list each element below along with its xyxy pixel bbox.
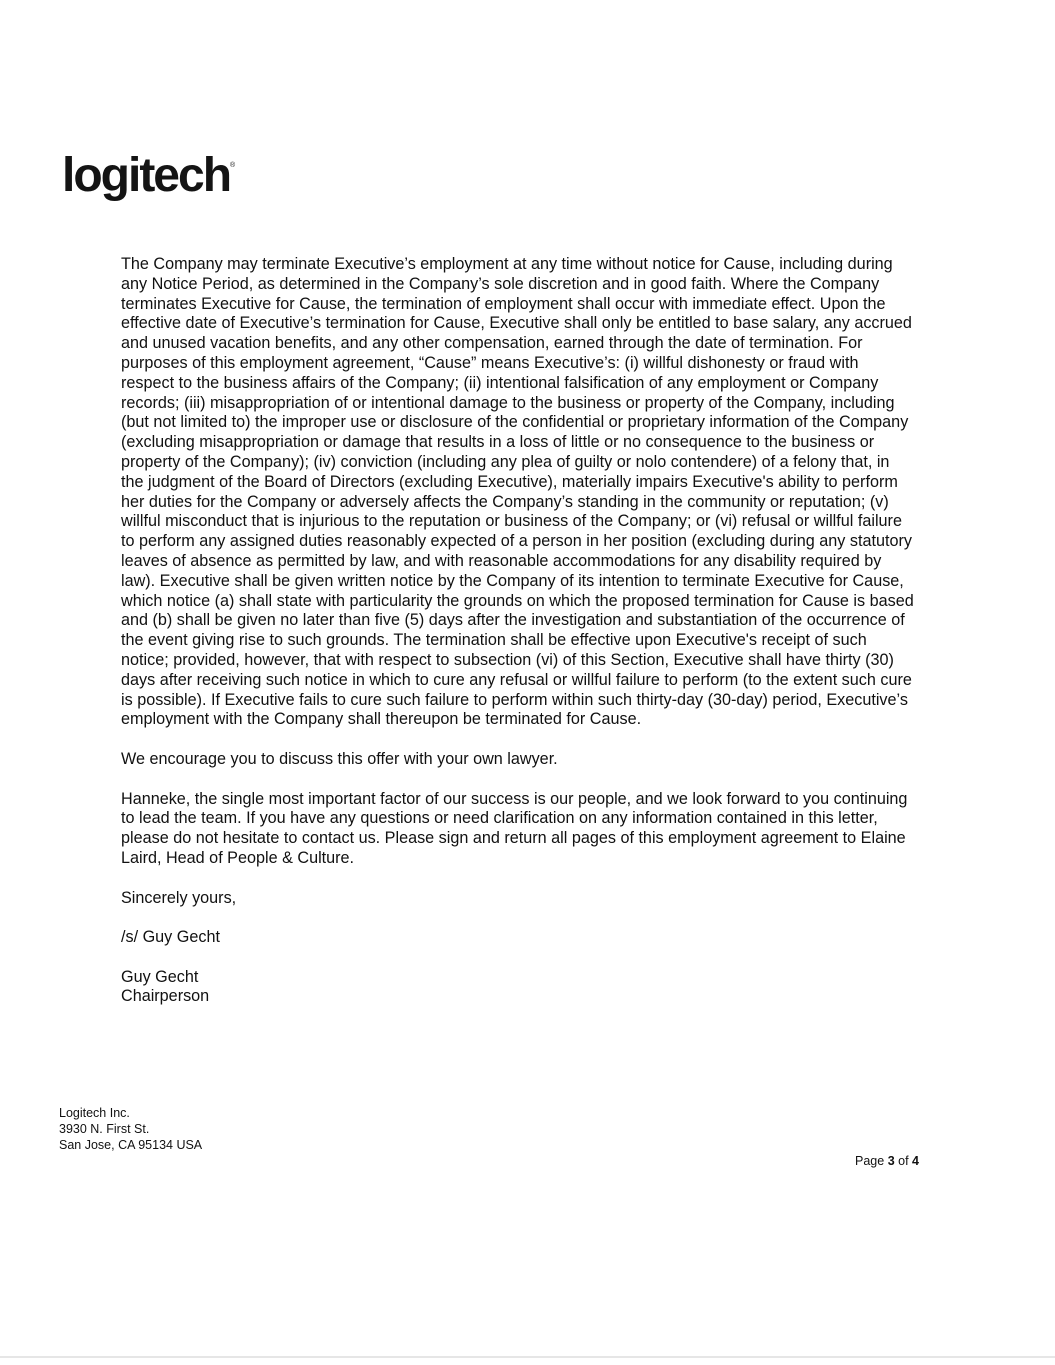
cause-line: The Company may terminate Executive’s employment at any time without notice for Cause, including during bbox=[121, 255, 893, 273]
page-label: Page bbox=[855, 1154, 885, 1168]
cause-line: is possible). If Executive fails to cure such failure to perform within such thirty-day (30-day) period, Executive’s bbox=[121, 690, 908, 709]
salutation: Sincerely yours, bbox=[121, 888, 237, 907]
page-total: 4 bbox=[912, 1154, 919, 1168]
closing-line: Laird, Head of People & Culture. bbox=[121, 848, 355, 867]
closing-line: to lead the team. If you have any questions or need clarification on any information contained in this letter, bbox=[121, 809, 878, 828]
signature-block bbox=[121, 889, 971, 1008]
cause-line: respect to the business affairs of the Company; (ii) intentional falsification of any employment or Company bbox=[121, 373, 879, 392]
cause-line: her duties for the Company or adversely affects the Company’s standing in the community or reputation; (v) bbox=[121, 492, 889, 511]
signer-title: Chairperson bbox=[121, 987, 210, 1006]
cause-line: any Notice Period, as determined in the Company’s sole discretion and in good faith. Where the Company bbox=[121, 274, 880, 293]
cause-paragraph bbox=[121, 255, 971, 730]
page-number bbox=[855, 1154, 919, 1168]
page-of: of bbox=[898, 1154, 909, 1168]
page-edge-divider bbox=[0, 1356, 1055, 1358]
cause-line: to perform any assigned duties reasonably expected of a person in her position (excluding during any statutory bbox=[121, 532, 912, 551]
closing-line: please do not hesitate to contact us. Please sign and return all pages of this employment agreement to Elaine bbox=[121, 829, 906, 848]
signer bbox=[121, 968, 971, 1008]
logo-text: logitech bbox=[62, 149, 231, 202]
address-city: San Jose, CA 95134 USA bbox=[59, 1138, 203, 1152]
cause-line: which notice (a) shall state with particularity the grounds on which the proposed termination for Cause is based bbox=[121, 591, 914, 610]
lawyer-paragraph: We encourage you to discuss this offer with your own lawyer. bbox=[121, 749, 558, 768]
company-address bbox=[59, 1105, 202, 1153]
cause-line: law). Executive shall be given written notice by the Company of its intention to terminate Executive for Cause, bbox=[121, 571, 904, 590]
cause-line: (but not limited to) the improper use or disclosure of the confidential or proprietary information of the Company bbox=[121, 413, 909, 432]
closing-paragraph bbox=[121, 790, 971, 869]
letter-body bbox=[121, 255, 971, 1027]
cause-line: the judgment of the Board of Directors (excluding Executive), materially impairs Executive's ability to perform bbox=[121, 472, 898, 491]
cause-line: the event giving rise to such grounds. The termination shall be effective upon Executive's receipt of such bbox=[121, 631, 867, 650]
registered-mark: ® bbox=[230, 162, 236, 169]
cause-line: days after receiving such notice in which to cure any refusal or willful failure to perform (to the extent such cure bbox=[121, 670, 912, 689]
cause-line: terminates Executive for Cause, the termination of employment shall occur with immediate effect. Upon the bbox=[121, 294, 886, 313]
cause-line: effective date of Executive’s termination for Cause, Executive shall only be entitled to base salary, any accrued bbox=[121, 314, 912, 333]
cause-line: records; (iii) misappropriation of or intentional damage to the business or property of the Company, including bbox=[121, 393, 895, 412]
closing-line: Hanneke, the single most important factor of our success is our people, and we look forward to you continuing bbox=[121, 789, 908, 808]
cause-line: property of the Company); (iv) conviction (including any plea of guilty or nolo contendere) of a felony that, in bbox=[121, 452, 890, 471]
cause-line: purposes of this employment agreement, “Cause” means Executive’s: (i) willful dishonesty or fraud with bbox=[121, 353, 859, 372]
address-company: Logitech Inc. bbox=[59, 1106, 130, 1120]
cause-line: and (b) shall be given no later than five (5) days after the investigation and substantiation of the occurrence of bbox=[121, 611, 905, 630]
page-current: 3 bbox=[887, 1154, 895, 1168]
address-street: 3930 N. First St. bbox=[59, 1122, 150, 1136]
cause-line: willful misconduct that is injurious to the reputation or business of the Company; or (vi) refusal or willful failure bbox=[121, 512, 902, 531]
cause-line: and unused vacation benefits, and any other compensation, earned through the date of termination. For bbox=[121, 334, 863, 353]
cause-line: (excluding misappropriation or damage that results in a loss of little or no consequence to the business or bbox=[121, 433, 875, 452]
signer-name: Guy Gecht bbox=[121, 967, 199, 986]
cause-line: leaves of absence as permitted by law, and with reasonable accommodations for any disability required by bbox=[121, 551, 882, 570]
logitech-logo bbox=[62, 149, 236, 202]
cause-line: employment with the Company shall thereupon be terminated for Cause. bbox=[121, 710, 642, 729]
cause-line: notice; provided, however, that with respect to subsection (vi) of this Section, Executive shall have thirty (30) bbox=[121, 650, 894, 669]
signature: /s/ Guy Gecht bbox=[121, 928, 220, 947]
